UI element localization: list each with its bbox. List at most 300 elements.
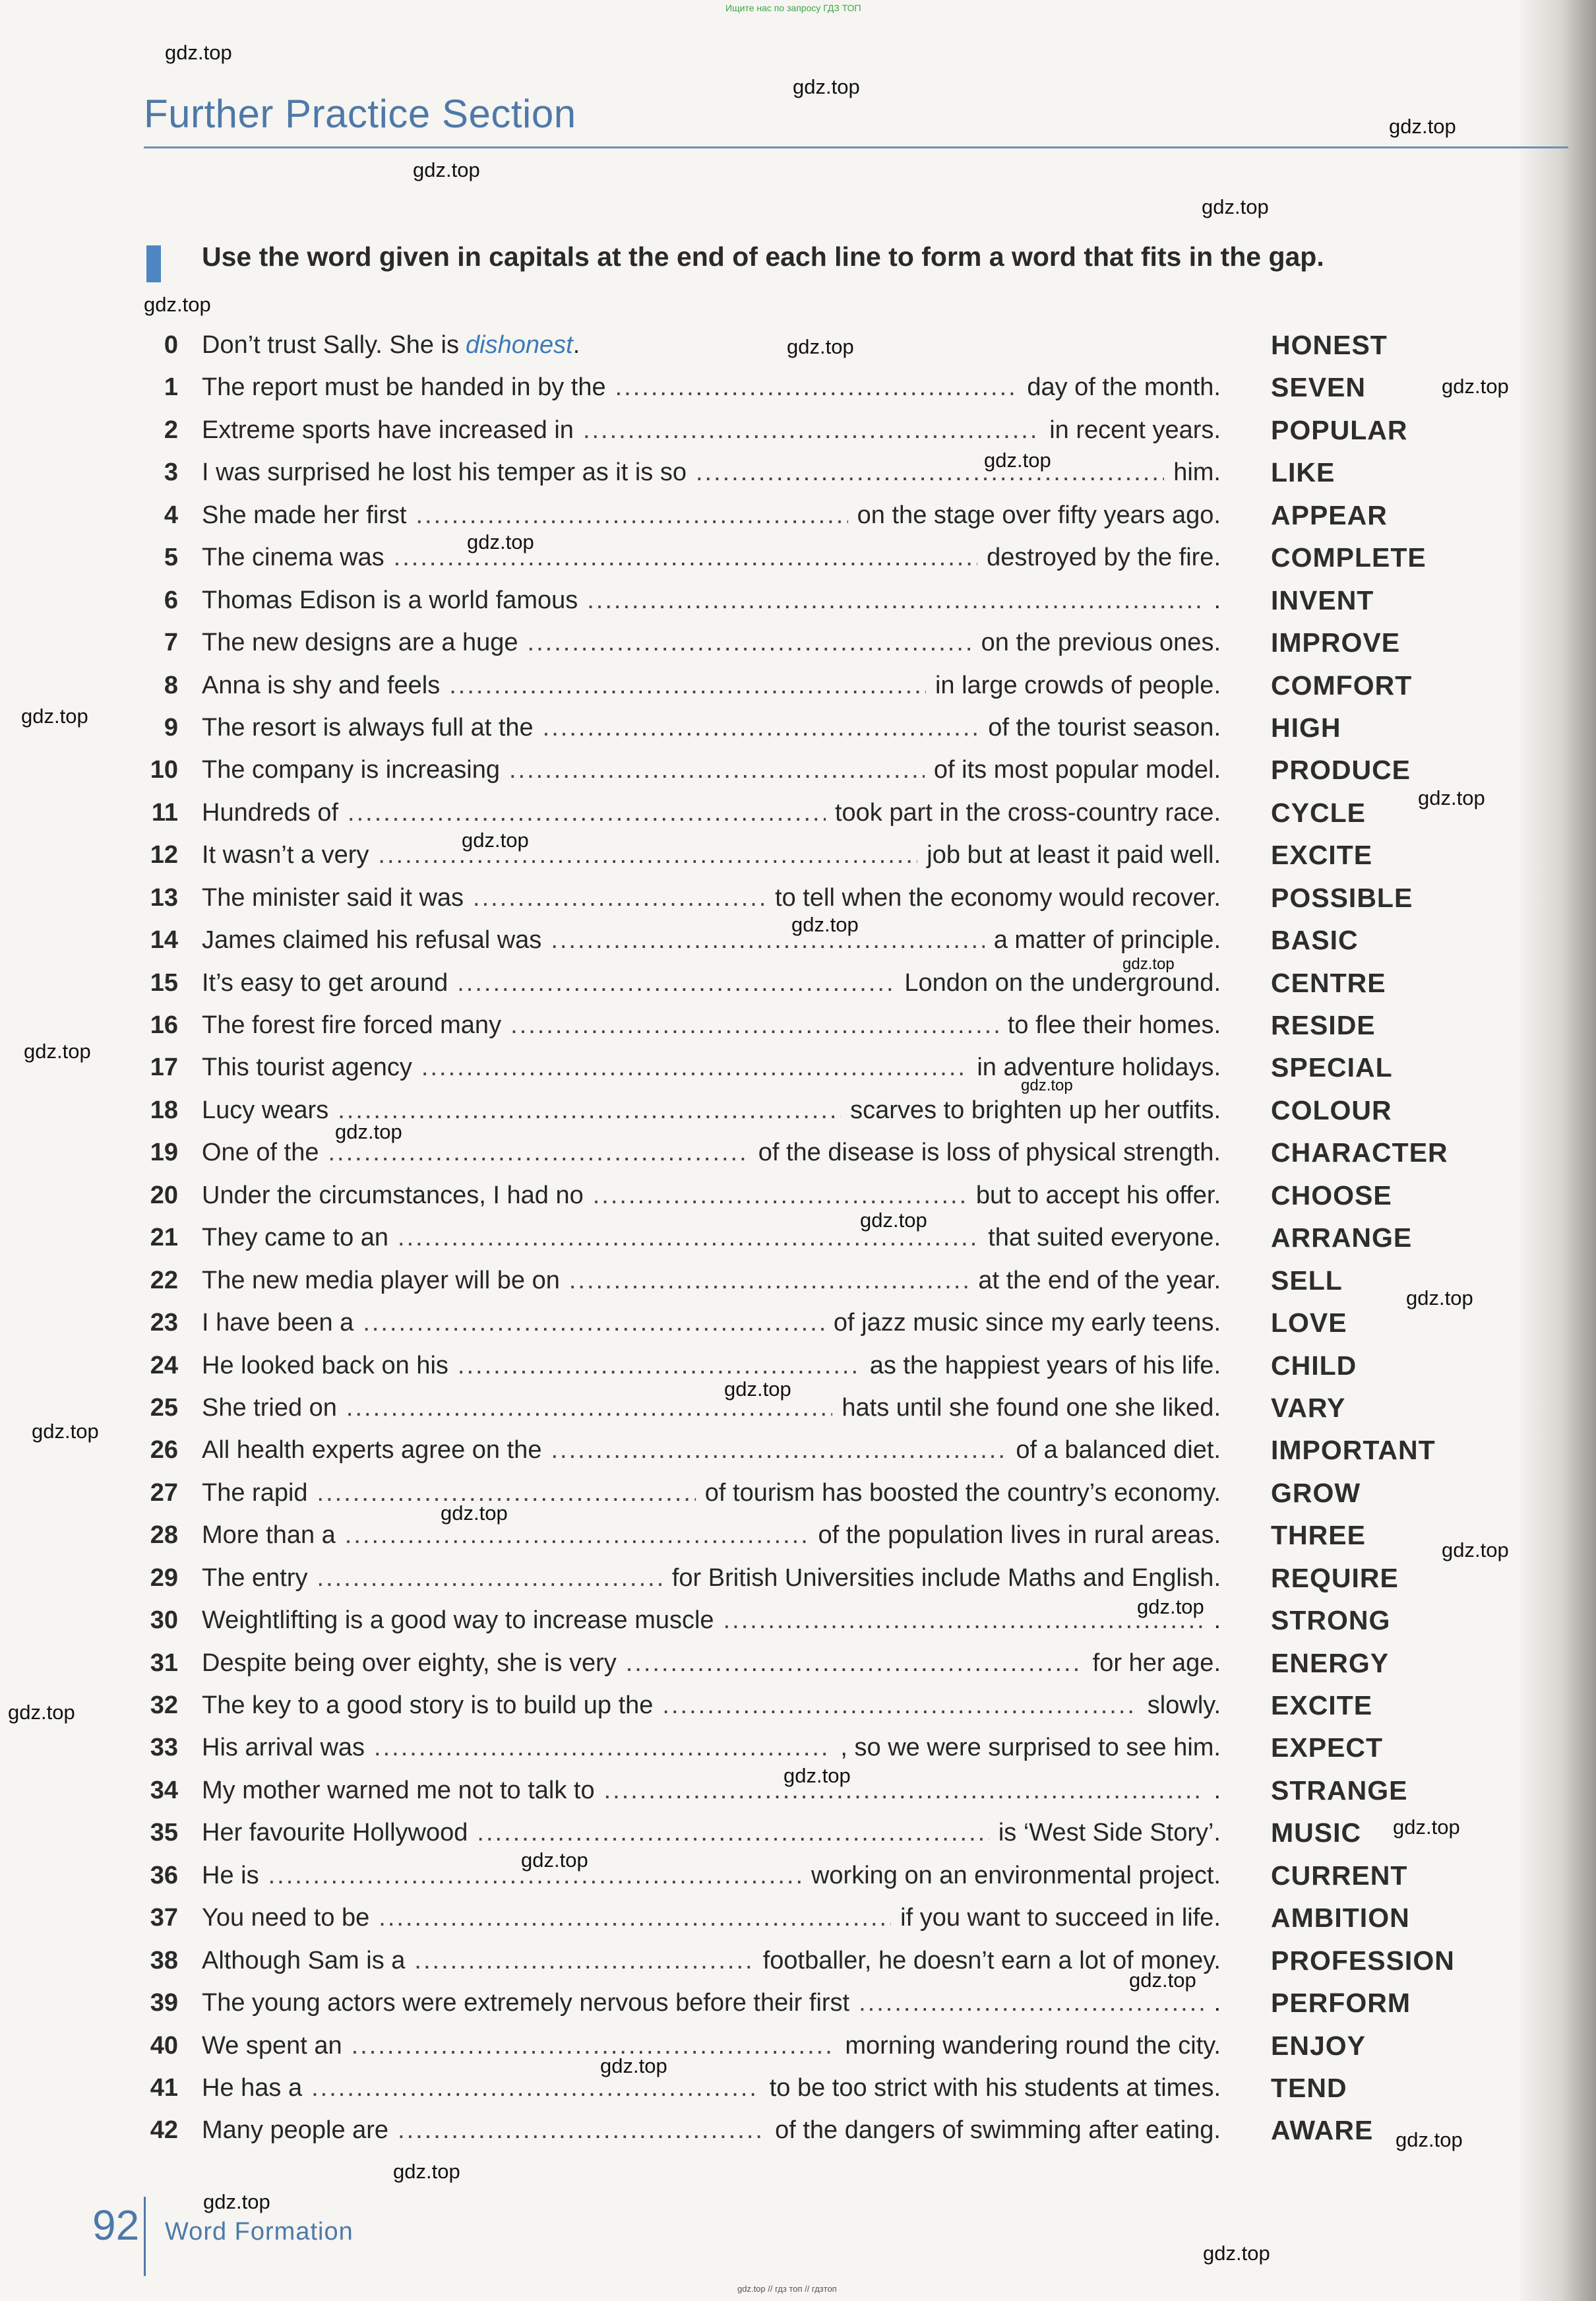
keyword: COMFORT: [1271, 670, 1413, 701]
answer-gap[interactable]: [696, 453, 1164, 491]
answer-gap[interactable]: [510, 1006, 998, 1044]
keyword: CHOOSE: [1271, 1180, 1392, 1211]
keyword: SPECIAL: [1271, 1052, 1393, 1083]
sentence-end: him.: [1173, 458, 1221, 487]
sentence-start: They came to an: [202, 1224, 389, 1252]
sentence-start: More than a: [202, 1521, 336, 1550]
item-number: 21: [150, 1224, 178, 1252]
watermark: gdz.top: [1442, 375, 1509, 398]
answer-gap[interactable]: [509, 751, 925, 789]
answer-gap[interactable]: [723, 1601, 1205, 1639]
item-number: 30: [150, 1606, 178, 1635]
watermark: gdz.top: [984, 449, 1051, 472]
watermark: gdz.top: [144, 293, 211, 316]
item-sentence: [202, 709, 1221, 747]
sentence-start: Weightlifting is a good way to increase muscle: [202, 1606, 714, 1635]
keyword: EXCITE: [1271, 840, 1373, 871]
exercise-row: [0, 2027, 1596, 2069]
item-sentence: [202, 1516, 1221, 1554]
top-notice: Ищите нас по запросу ГДЗ ТОП: [725, 3, 861, 13]
item-number: 40: [150, 2031, 178, 2060]
item-number: 23: [150, 1309, 178, 1337]
item-sentence: [202, 496, 1221, 534]
watermark: gdz.top: [8, 1701, 75, 1724]
sentence-start: I have been a: [202, 1309, 354, 1337]
item-number: 39: [150, 1989, 178, 2017]
item-sentence: [202, 411, 1221, 449]
keyword: IMPROVE: [1271, 627, 1401, 658]
answer-gap[interactable]: [543, 709, 979, 747]
sentence-end: working on an environmental project.: [811, 1861, 1221, 1889]
watermark: gdz.top: [791, 913, 859, 936]
keyword: THREE: [1271, 1520, 1366, 1551]
sentence-end: to flee their homes.: [1007, 1011, 1221, 1039]
item-sentence: [202, 326, 1221, 364]
item-sentence: [202, 538, 1221, 577]
exercise-row: [0, 709, 1596, 751]
exercise-row: [0, 1304, 1596, 1346]
item-number: 20: [150, 1181, 178, 1209]
keyword: AWARE: [1271, 2115, 1374, 2146]
sentence-start: Extreme sports have increased in: [202, 416, 574, 444]
watermark: gdz.top: [441, 1501, 508, 1525]
item-number: 0: [164, 331, 178, 359]
item-sentence: [202, 751, 1221, 789]
keyword: CYCLE: [1271, 797, 1366, 828]
item-number: 35: [150, 1819, 178, 1847]
sentence-start: I was surprised he lost his temper as it is so: [202, 458, 687, 487]
exercise-row: [0, 538, 1596, 581]
keyword: ENERGY: [1271, 1647, 1390, 1678]
item-sentence: [202, 1771, 1221, 1810]
keyword: EXPECT: [1271, 1732, 1384, 1763]
exercise-row: [0, 1133, 1596, 1176]
watermark: gdz.top: [860, 1209, 927, 1232]
answer-gap[interactable]: [345, 1516, 809, 1554]
exercise-row: [0, 836, 1596, 878]
answer-gap[interactable]: [374, 1728, 831, 1767]
item-sentence: [202, 1474, 1221, 1512]
answer-gap[interactable]: [352, 2027, 836, 2065]
sentence-start: She tried on: [202, 1393, 337, 1422]
keyword: STRANGE: [1271, 1775, 1408, 1806]
answer-gap[interactable]: [458, 1346, 861, 1385]
keyword: ENJOY: [1271, 2030, 1366, 2061]
sentence-end: London on the underground.: [904, 968, 1221, 997]
sentence-start: All health experts agree on the: [202, 1436, 542, 1465]
item-sentence: [202, 1601, 1221, 1639]
sentence-end: in large crowds of people.: [935, 671, 1221, 699]
sentence-end: of the disease is loss of physical strength.: [758, 1139, 1221, 1167]
sentence-end: morning wandering round the city.: [845, 2031, 1221, 2060]
exercise-row: [0, 964, 1596, 1006]
page-number: 92: [92, 2201, 140, 2249]
item-number: 7: [164, 629, 178, 657]
exercise-row: [0, 1006, 1596, 1048]
sentence-end: if you want to succeed in life.: [900, 1904, 1221, 1932]
item-sentence: [202, 1728, 1221, 1767]
exercise-row: [0, 1686, 1596, 1728]
item-number: 32: [150, 1691, 178, 1719]
exercise-row: [0, 666, 1596, 709]
item-number: 10: [150, 756, 178, 784]
sentence-end: but to accept his offer.: [975, 1181, 1221, 1209]
exercise-row: [0, 1984, 1596, 2026]
item-number: 8: [164, 671, 178, 699]
item-number: 14: [150, 926, 178, 955]
watermark: gdz.top: [393, 2160, 460, 2183]
item-sentence: [202, 666, 1221, 705]
item-sentence: [202, 879, 1221, 917]
answer-gap[interactable]: [528, 623, 972, 662]
answer-gap[interactable]: [378, 836, 917, 874]
watermark: gdz.top: [1202, 195, 1269, 218]
sentence-start: Hundreds of: [202, 798, 339, 827]
watermark: gdz.top: [32, 1420, 99, 1443]
sentence-end: day of the month.: [1027, 373, 1221, 402]
sentence-start: My mother warned me not to talk to: [202, 1776, 595, 1804]
keyword: HONEST: [1271, 330, 1388, 360]
item-sentence: [202, 623, 1221, 662]
sentence-start: Under the circumstances, I had no: [202, 1181, 584, 1209]
sentence-end: of the tourist season.: [988, 713, 1221, 741]
item-sentence: [202, 921, 1221, 959]
item-number: 4: [164, 501, 178, 529]
sentence-start: He is: [202, 1861, 259, 1889]
watermark: gdz.top: [600, 2054, 667, 2077]
item-number: 22: [150, 1266, 178, 1294]
sentence-start: James claimed his refusal was: [202, 926, 542, 955]
item-sentence: [202, 368, 1221, 406]
item-sentence: [202, 2069, 1221, 2107]
sentence-end: on the previous ones.: [981, 629, 1221, 657]
item-number: 1: [164, 373, 178, 402]
item-number: 6: [164, 586, 178, 614]
exercise-row: [0, 2111, 1596, 2153]
item-number: 37: [150, 1904, 178, 1932]
watermark: gdz.top: [793, 75, 860, 98]
answer-gap[interactable]: [348, 794, 826, 832]
keyword: POPULAR: [1271, 414, 1408, 445]
watermark: gdz.top: [1203, 2242, 1270, 2265]
item-number: 31: [150, 1649, 178, 1677]
sentence-end: is ‘West Side Story’.: [998, 1819, 1221, 1847]
watermark: gdz.top: [462, 829, 529, 852]
exercise-row: [0, 1218, 1596, 1261]
exercise-row: [0, 1091, 1596, 1133]
sentence-start: He looked back on his: [202, 1351, 448, 1379]
sentence-start: His arrival was: [202, 1734, 365, 1762]
item-number: 41: [150, 2073, 178, 2102]
exercise-row: [0, 1261, 1596, 1304]
answer-gap[interactable]: [551, 1431, 1006, 1469]
item-number: 26: [150, 1436, 178, 1465]
watermark: gdz.top: [165, 41, 232, 64]
sentence-end: footballer, he doesn’t earn a lot of money.: [762, 1946, 1221, 1974]
answer-gap[interactable]: [473, 879, 766, 917]
watermark: gdz.top: [21, 705, 88, 728]
exercise-row: [0, 453, 1596, 495]
item-sentence: [202, 1431, 1221, 1469]
sentence-start: Anna is shy and feels: [202, 671, 441, 699]
answer-gap[interactable]: [551, 921, 984, 959]
answer-gap[interactable]: [415, 496, 847, 534]
exercise-row: [0, 1856, 1596, 1899]
item-number: 3: [164, 458, 178, 487]
answer-gap[interactable]: [398, 2111, 766, 2149]
exercise-row: [0, 1431, 1596, 1473]
keyword: GROW: [1271, 1477, 1361, 1508]
exercise-row: [0, 751, 1596, 793]
answer-gap[interactable]: [363, 1304, 824, 1342]
sentence-end: .: [1213, 586, 1221, 614]
keyword: MUSIC: [1271, 1817, 1362, 1848]
keyword: PRODUCE: [1271, 755, 1411, 786]
answer-gap[interactable]: [414, 1941, 753, 1980]
exercise-row: [0, 1516, 1596, 1558]
answer-gap[interactable]: [449, 666, 926, 705]
exercise-row: [0, 1474, 1596, 1516]
keyword: COMPLETE: [1271, 542, 1427, 573]
keyword: EXCITE: [1271, 1690, 1373, 1720]
sentence-start: The resort is always full at the: [202, 713, 534, 741]
sentence-end: of the dangers of swimming after eating.: [775, 2116, 1221, 2145]
answer-gap[interactable]: [626, 1644, 1084, 1682]
item-number: 25: [150, 1393, 178, 1422]
footer-label: Word Formation: [165, 2218, 353, 2246]
item-sentence: [202, 1176, 1221, 1214]
title-divider: [144, 146, 1568, 148]
watermark: gdz.top: [1396, 2128, 1463, 2151]
item-sentence: [202, 1941, 1221, 1980]
sentence-start: It’s easy to get around: [202, 968, 448, 997]
sentence-end: for her age.: [1092, 1649, 1221, 1677]
keyword: BASIC: [1271, 925, 1359, 956]
sentence-start: One of the: [202, 1139, 319, 1167]
answer-gap[interactable]: [311, 2069, 760, 2107]
item-number: 9: [164, 713, 178, 741]
sentence-start: The entry: [202, 1563, 308, 1592]
item-sentence: [202, 1813, 1221, 1852]
answer-gap[interactable]: [317, 1559, 663, 1597]
exercise-list: [0, 326, 1596, 2154]
item-sentence: [202, 1559, 1221, 1597]
item-number: 13: [150, 883, 178, 912]
watermark: gdz.top: [1129, 1969, 1196, 1992]
sentence-end: of tourism has boosted the country’s economy.: [704, 1478, 1221, 1507]
item-sentence: [202, 1686, 1221, 1724]
item-number: 29: [150, 1563, 178, 1592]
sentence-start: Thomas Edison is a world famous: [202, 586, 578, 614]
exercise-row: [0, 1389, 1596, 1431]
keyword: REQUIRE: [1271, 1562, 1399, 1593]
sentence-end: .: [572, 331, 580, 359]
watermark: gdz.top: [203, 2190, 270, 2213]
sentence-start: She made her first: [202, 501, 407, 529]
exercise-row: [0, 1048, 1596, 1090]
item-number: 11: [151, 798, 178, 827]
exercise-row: [0, 1644, 1596, 1686]
sentence-start: The new designs are a huge: [202, 629, 518, 657]
keyword: VARY: [1271, 1392, 1346, 1423]
answer-gap[interactable]: [587, 581, 1204, 619]
exercise-row: [0, 794, 1596, 836]
example-answer: dishonest: [466, 331, 573, 359]
sentence-end: of its most popular model.: [933, 756, 1221, 784]
item-sentence: [202, 1389, 1221, 1427]
item-sentence: [202, 794, 1221, 832]
answer-gap[interactable]: [338, 1091, 841, 1129]
sentence-end: scarves to brighten up her outfits.: [850, 1096, 1221, 1124]
item-sentence: [202, 1346, 1221, 1385]
item-sentence: [202, 1644, 1221, 1682]
sentence-end: on the stage over fifty years ago.: [857, 501, 1221, 529]
keyword: CURRENT: [1271, 1860, 1408, 1891]
answer-gap[interactable]: [662, 1686, 1138, 1724]
answer-gap[interactable]: [421, 1048, 967, 1087]
watermark: gdz.top: [1122, 955, 1175, 973]
sentence-end: a matter of principle.: [993, 926, 1221, 955]
watermark: gdz.top: [24, 1040, 91, 1063]
exercise-row: [0, 1899, 1596, 1941]
watermark: gdz.top: [1021, 1077, 1073, 1094]
sentence-start: Despite being over eighty, she is very: [202, 1649, 617, 1677]
exercise-row: [0, 2069, 1596, 2111]
keyword: COLOUR: [1271, 1094, 1392, 1125]
item-sentence: [202, 1899, 1221, 1937]
sentence-end: destroyed by the fire.: [987, 544, 1221, 572]
sentence-start: The forest fire forced many: [202, 1011, 502, 1039]
sentence-start: He has a: [202, 2073, 303, 2102]
answer-gap[interactable]: [604, 1771, 1205, 1810]
sentence-start: Although Sam is a: [202, 1946, 406, 1974]
item-sentence: [202, 1006, 1221, 1044]
item-number: 5: [164, 544, 178, 572]
watermark: gdz.top: [787, 335, 854, 358]
sentence-end: of the population lives in rural areas.: [818, 1521, 1221, 1550]
keyword: HIGH: [1271, 712, 1341, 743]
sentence-end: .: [1213, 1989, 1221, 2017]
item-sentence: [202, 581, 1221, 619]
keyword: SELL: [1271, 1265, 1343, 1296]
watermark: gdz.top: [1442, 1538, 1509, 1561]
item-number: 38: [150, 1946, 178, 1974]
sentence-start: Many people are: [202, 2116, 389, 2145]
answer-gap[interactable]: [477, 1813, 989, 1852]
item-sentence: [202, 1856, 1221, 1895]
keyword: CENTRE: [1271, 967, 1386, 998]
keyword: APPEAR: [1271, 499, 1388, 530]
sentence-start: Lucy wears: [202, 1096, 329, 1124]
keyword: IMPORTANT: [1271, 1435, 1436, 1466]
item-number: 42: [150, 2116, 178, 2145]
watermark: gdz.top: [1406, 1286, 1473, 1309]
sentence-end: .: [1213, 1776, 1221, 1804]
watermark: gdz.top: [413, 158, 480, 181]
watermark: gdz.top: [1418, 786, 1485, 809]
keyword: RESIDE: [1271, 1010, 1376, 1040]
sentence-start: The minister said it was: [202, 883, 464, 912]
sentence-start: The company is increasing: [202, 756, 500, 784]
answer-gap[interactable]: [379, 1899, 891, 1937]
watermark: gdz.top: [335, 1120, 402, 1143]
sentence-end: slowly.: [1147, 1691, 1221, 1719]
sentence-end: of jazz music since my early teens.: [833, 1309, 1221, 1337]
keyword: LOVE: [1271, 1308, 1347, 1339]
watermark: gdz.top: [1137, 1595, 1204, 1618]
item-number: 15: [150, 968, 178, 997]
sentence-end: took part in the cross-country race.: [834, 798, 1221, 827]
keyword: CHILD: [1271, 1350, 1357, 1381]
item-sentence: [202, 964, 1221, 1002]
keyword: SEVEN: [1271, 372, 1366, 403]
item-number: 17: [150, 1054, 178, 1082]
exercise-row: [0, 1559, 1596, 1601]
sentence-start: The report must be handed in by the: [202, 373, 606, 402]
sentence-end: as the happiest years of his life.: [869, 1351, 1221, 1379]
watermark: gdz.top: [521, 1848, 588, 1872]
sentence-end: , so we were surprised to see him.: [840, 1734, 1221, 1762]
keyword: ARRANGE: [1271, 1222, 1413, 1253]
item-sentence: [202, 1261, 1221, 1300]
item-number: 27: [150, 1478, 178, 1507]
sentence-start: This tourist agency: [202, 1054, 412, 1082]
keyword: AMBITION: [1271, 1903, 1410, 1934]
item-number: 36: [150, 1861, 178, 1889]
answer-gap[interactable]: [457, 964, 895, 1002]
keyword: PROFESSION: [1271, 1945, 1455, 1976]
sentence-start: The key to a good story is to build up the: [202, 1691, 654, 1719]
keyword: PERFORM: [1271, 1988, 1411, 2019]
exercise-marker-bar: [146, 245, 161, 282]
exercise-row: [0, 1601, 1596, 1643]
sentence-start: The cinema was: [202, 544, 384, 572]
sentence-end: .: [1213, 1606, 1221, 1635]
sentence-end: job but at least it paid well.: [927, 841, 1221, 869]
sentence-end: to tell when the economy would recover.: [775, 883, 1221, 912]
sentence-end: that suited everyone.: [988, 1224, 1221, 1252]
item-sentence: [202, 2027, 1221, 2065]
sentence-start: We spent an: [202, 2031, 342, 2060]
watermark: gdz.top: [1393, 1815, 1460, 1839]
item-sentence: [202, 1218, 1221, 1257]
keyword: LIKE: [1271, 457, 1335, 488]
exercise-row: [0, 411, 1596, 453]
watermark: gdz.top: [783, 1764, 851, 1787]
keyword: INVENT: [1271, 584, 1374, 615]
bottom-notice: gdz.top // гдз топ // гдзтоп: [737, 2284, 837, 2294]
answer-gap[interactable]: [615, 368, 1018, 406]
item-number: 16: [150, 1011, 178, 1039]
sentence-end: for British Universities include Maths and English.: [671, 1563, 1221, 1592]
sentence-end: hats until she found one she liked.: [842, 1393, 1221, 1422]
keyword: POSSIBLE: [1271, 882, 1413, 913]
sentence-start: The young actors were extremely nervous before their first: [202, 1989, 850, 2017]
item-number: 28: [150, 1521, 178, 1550]
exercise-row: [0, 1941, 1596, 1984]
item-number: 34: [150, 1776, 178, 1804]
answer-gap[interactable]: [583, 411, 1040, 449]
answer-gap[interactable]: [569, 1261, 969, 1300]
exercise-row: [0, 1813, 1596, 1856]
sentence-end: to be too strict with his students at times.: [769, 2073, 1221, 2102]
sentence-start: The new media player will be on: [202, 1266, 560, 1294]
exercise-row: [0, 581, 1596, 623]
item-sentence: [202, 2111, 1221, 2149]
exercise-row: [0, 496, 1596, 538]
item-sentence: [202, 453, 1221, 491]
watermark: gdz.top: [467, 530, 534, 553]
